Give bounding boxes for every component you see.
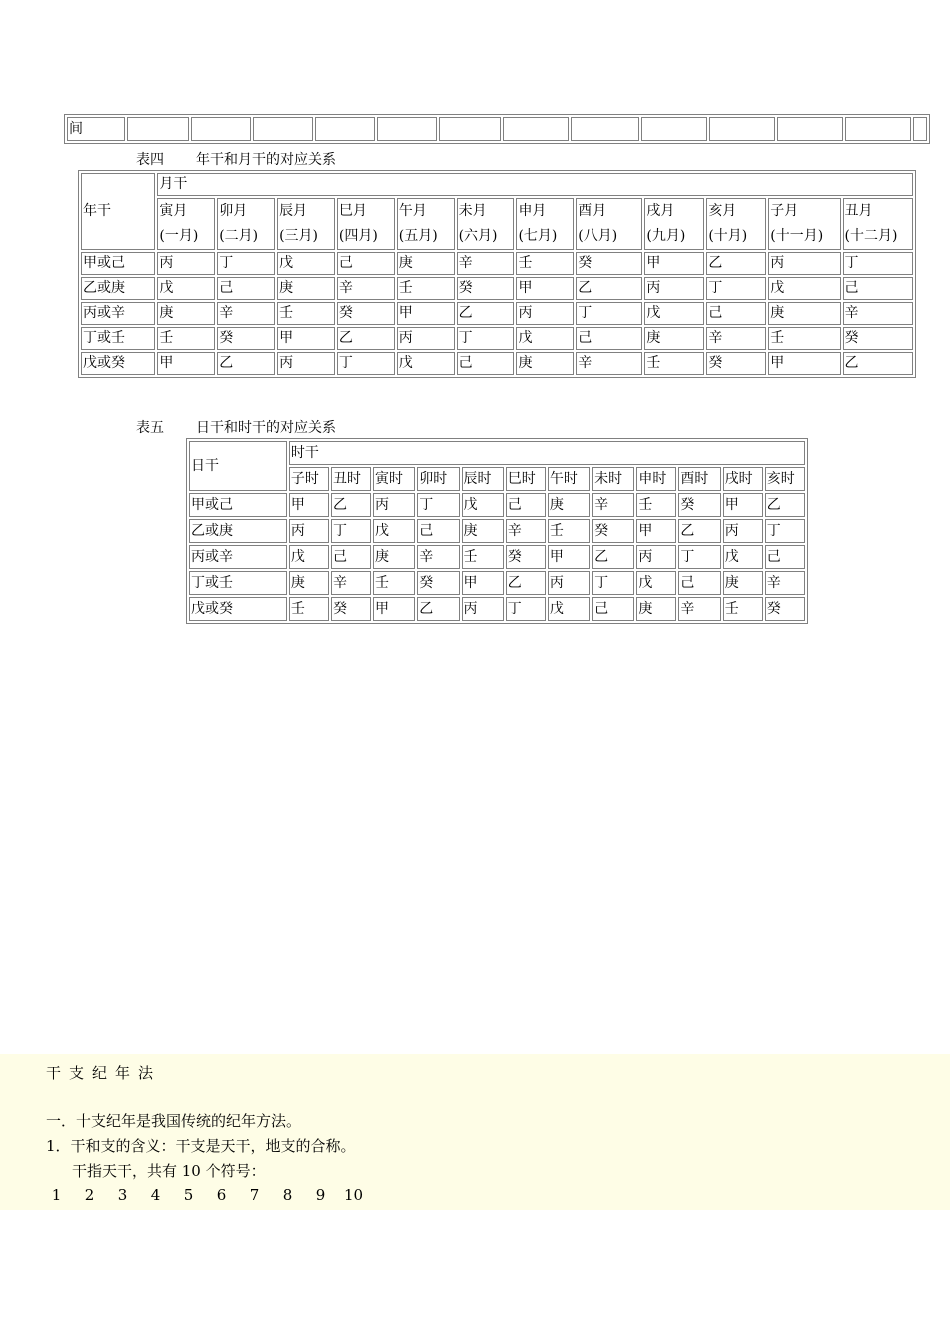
table5-column-header: 申时 [636, 467, 676, 491]
month-name: 丑月 [844, 203, 873, 219]
month-stem-cell: 戊 [516, 327, 574, 350]
month-stem-cell: 乙 [576, 277, 642, 300]
day-hour-stem-table [186, 438, 808, 624]
top-table-empty-cell [845, 117, 911, 141]
month-stem-cell: 丙 [157, 252, 215, 275]
stem-number: 3 [117, 1186, 128, 1204]
hour-stem-cell: 丙 [723, 519, 763, 543]
hour-stem-cell: 壬 [723, 597, 763, 621]
hour-stem-cell: 癸 [678, 493, 720, 517]
month-stem-cell: 戊 [157, 277, 215, 300]
hour-stem-cell: 甲 [289, 493, 329, 517]
month-stem-cell: 己 [576, 327, 642, 350]
day-stem-label: 丙或辛 [189, 545, 287, 569]
month-stem-cell: 癸 [706, 352, 766, 375]
ganzhi-note-section [0, 1054, 950, 1210]
hour-stem-cell: 辛 [506, 519, 546, 543]
month-number: (五月) [398, 228, 438, 244]
month-number: (十一月) [770, 228, 824, 244]
month-stem-cell: 壬 [277, 302, 335, 325]
month-stem-cell: 己 [843, 277, 913, 300]
table5-column-header: 亥时 [765, 467, 805, 491]
hour-stem-cell: 丙 [548, 571, 590, 595]
top-table-empty-cell [377, 117, 437, 141]
note-line-2: 1．干和支的含义：干支是天干，地支的合称。 [46, 1137, 356, 1155]
hour-stem-cell: 己 [506, 493, 546, 517]
month-stem-cell: 己 [706, 302, 766, 325]
hour-stem-cell: 丁 [678, 545, 720, 569]
table4-column-header [843, 198, 913, 250]
top-table-empty-cell [253, 117, 313, 141]
hour-stem-cell: 戊 [548, 597, 590, 621]
note-line-1: 一．十支纪年是我国传统的纪年方法。 [46, 1112, 302, 1130]
month-number: (六月) [458, 228, 498, 244]
table-row [189, 545, 805, 569]
hour-stem-cell: 癸 [506, 545, 546, 569]
table5-column-header: 子时 [289, 467, 329, 491]
month-stem-cell: 壬 [157, 327, 215, 350]
hour-stem-cell: 壬 [373, 571, 415, 595]
table5-caption [136, 417, 336, 437]
table-row [189, 493, 805, 517]
table4-group-header: 月干 [157, 173, 913, 196]
hour-stem-cell: 甲 [636, 519, 676, 543]
note-heading: 干支纪年法 [46, 1064, 162, 1082]
top-table-empty-cell [641, 117, 707, 141]
table5-column-header: 午时 [548, 467, 590, 491]
table-row [81, 277, 913, 300]
hour-stem-cell: 丁 [331, 519, 371, 543]
hour-stem-cell: 丁 [765, 519, 805, 543]
month-stem-cell: 丙 [397, 327, 455, 350]
month-stem-cell: 乙 [217, 352, 275, 375]
table-row [81, 327, 913, 350]
top-table-empty-cell [439, 117, 501, 141]
month-name: 卯月 [219, 203, 248, 219]
month-stem-cell: 癸 [576, 252, 642, 275]
hour-stem-cell: 癸 [765, 597, 805, 621]
month-number: (一月) [159, 228, 199, 244]
month-name: 寅月 [159, 203, 188, 219]
top-table-empty-cell [571, 117, 639, 141]
table4-column-header [768, 198, 840, 250]
table4-column-header [277, 198, 335, 250]
table5-column-header: 未时 [592, 467, 634, 491]
year-stem-label: 乙或庚 [81, 277, 155, 300]
hour-stem-cell: 乙 [506, 571, 546, 595]
hour-stem-cell: 己 [592, 597, 634, 621]
month-name: 巳月 [338, 203, 367, 219]
month-stem-cell: 庚 [277, 277, 335, 300]
table5-caption-title: 日干和时干的对应关系 [196, 420, 336, 436]
month-stem-cell: 甲 [157, 352, 215, 375]
month-stem-cell: 辛 [706, 327, 766, 350]
hour-stem-cell: 甲 [723, 493, 763, 517]
stem-number: 5 [183, 1186, 194, 1204]
day-stem-label: 乙或庚 [189, 519, 287, 543]
day-stem-label: 戊或癸 [189, 597, 287, 621]
hour-stem-cell: 乙 [765, 493, 805, 517]
hour-stem-cell: 己 [678, 571, 720, 595]
hour-stem-cell: 庚 [462, 519, 504, 543]
month-stem-cell: 戊 [397, 352, 455, 375]
hour-stem-cell: 戊 [462, 493, 504, 517]
month-number: (九月) [646, 228, 686, 244]
hour-stem-cell: 癸 [592, 519, 634, 543]
stem-number: 9 [315, 1186, 326, 1204]
year-stem-label: 丁或壬 [81, 327, 155, 350]
month-stem-cell: 壬 [516, 252, 574, 275]
hour-stem-cell: 乙 [678, 519, 720, 543]
month-name: 亥月 [708, 203, 737, 219]
table5-column-header: 卯时 [417, 467, 459, 491]
month-stem-cell: 甲 [644, 252, 704, 275]
year-month-stem-table [78, 170, 916, 378]
month-name: 子月 [770, 203, 799, 219]
hour-stem-cell: 丁 [506, 597, 546, 621]
table4-column-header [457, 198, 515, 250]
hour-stem-cell: 丙 [636, 545, 676, 569]
hour-stem-cell: 丙 [373, 493, 415, 517]
month-name: 申月 [518, 203, 547, 219]
year-stem-label: 丙或辛 [81, 302, 155, 325]
month-stem-cell: 丙 [516, 302, 574, 325]
hour-stem-cell: 丙 [462, 597, 504, 621]
table4-column-header [397, 198, 455, 250]
month-stem-cell: 丁 [576, 302, 642, 325]
month-stem-cell: 丁 [843, 252, 913, 275]
table4-caption-number: 表四 [136, 152, 164, 168]
table5-column-header: 辰时 [462, 467, 504, 491]
month-number: (七月) [518, 228, 558, 244]
table5-column-header: 酉时 [678, 467, 720, 491]
table4-column-header [337, 198, 395, 250]
month-stem-cell: 丁 [337, 352, 395, 375]
hour-stem-cell: 甲 [462, 571, 504, 595]
hour-stem-cell: 己 [765, 545, 805, 569]
year-stem-label: 甲或己 [81, 252, 155, 275]
month-stem-cell: 庚 [516, 352, 574, 375]
hour-stem-cell: 庚 [636, 597, 676, 621]
table4-column-header [217, 198, 275, 250]
month-stem-cell: 壬 [397, 277, 455, 300]
top-table-empty-cell [503, 117, 569, 141]
hour-stem-cell: 壬 [548, 519, 590, 543]
hour-stem-cell: 壬 [462, 545, 504, 569]
table4-column-header [157, 198, 215, 250]
month-stem-cell: 己 [457, 352, 515, 375]
month-stem-cell: 庚 [397, 252, 455, 275]
month-stem-cell: 乙 [457, 302, 515, 325]
month-stem-cell: 辛 [457, 252, 515, 275]
month-name: 戌月 [646, 203, 675, 219]
table4-column-header [706, 198, 766, 250]
month-stem-cell: 辛 [217, 302, 275, 325]
hour-stem-cell: 庚 [289, 571, 329, 595]
table4-caption [136, 149, 336, 169]
month-stem-cell: 癸 [337, 302, 395, 325]
top-table-empty-cell [709, 117, 775, 141]
month-stem-cell: 辛 [337, 277, 395, 300]
day-stem-label: 丁或壬 [189, 571, 287, 595]
hour-stem-cell: 己 [331, 545, 371, 569]
hour-stem-cell: 庚 [723, 571, 763, 595]
month-number: (三月) [279, 228, 318, 244]
hour-stem-cell: 辛 [331, 571, 371, 595]
hour-stem-cell: 辛 [765, 571, 805, 595]
hour-stem-cell: 癸 [417, 571, 459, 595]
stem-number-row [40, 1186, 370, 1204]
table-row [81, 252, 913, 275]
table5-group-header: 时干 [289, 441, 805, 465]
day-stem-label: 甲或己 [189, 493, 287, 517]
hour-stem-cell: 癸 [331, 597, 371, 621]
top-table-fragment [64, 114, 930, 144]
hour-stem-cell: 辛 [417, 545, 459, 569]
note-line-3: 干指天干，共有 10 个符号： [72, 1162, 266, 1180]
table4-column-header [576, 198, 642, 250]
month-stem-cell: 丁 [706, 277, 766, 300]
hour-stem-cell: 戊 [373, 519, 415, 543]
month-stem-cell: 丙 [644, 277, 704, 300]
month-stem-cell: 庚 [157, 302, 215, 325]
month-stem-cell: 癸 [457, 277, 515, 300]
table4-column-header [516, 198, 574, 250]
hour-stem-cell: 庚 [373, 545, 415, 569]
top-table-empty-cell [315, 117, 375, 141]
table5-column-header: 巳时 [506, 467, 546, 491]
month-stem-cell: 戊 [768, 277, 840, 300]
hour-stem-cell: 乙 [331, 493, 371, 517]
hour-stem-cell: 丙 [289, 519, 329, 543]
month-number: (十二月) [844, 228, 898, 244]
hour-stem-cell: 甲 [373, 597, 415, 621]
month-stem-cell: 丁 [457, 327, 515, 350]
month-stem-cell: 己 [217, 277, 275, 300]
hour-stem-cell: 戊 [636, 571, 676, 595]
month-stem-cell: 甲 [768, 352, 840, 375]
month-stem-cell: 庚 [768, 302, 840, 325]
month-number: (八月) [578, 228, 618, 244]
month-stem-cell: 丙 [768, 252, 840, 275]
table4-column-header [644, 198, 704, 250]
month-stem-cell: 丁 [217, 252, 275, 275]
month-stem-cell: 辛 [576, 352, 642, 375]
top-table-empty-cell [913, 117, 927, 141]
hour-stem-cell: 戊 [723, 545, 763, 569]
hour-stem-cell: 丁 [417, 493, 459, 517]
table5-column-header: 丑时 [331, 467, 371, 491]
month-name: 辰月 [279, 203, 308, 219]
stem-number: 6 [216, 1186, 227, 1204]
hour-stem-cell: 庚 [548, 493, 590, 517]
table4-caption-title: 年干和月干的对应关系 [196, 152, 336, 168]
table-row [67, 117, 927, 141]
table5-column-header: 戌时 [723, 467, 763, 491]
stem-number: 8 [282, 1186, 293, 1204]
month-stem-cell: 乙 [843, 352, 913, 375]
stem-number: 2 [84, 1186, 95, 1204]
hour-stem-cell: 己 [417, 519, 459, 543]
hour-stem-cell: 壬 [636, 493, 676, 517]
table5-column-header: 寅时 [373, 467, 415, 491]
hour-stem-cell: 壬 [289, 597, 329, 621]
stem-number: 7 [249, 1186, 260, 1204]
table-row [189, 597, 805, 621]
stem-number: 10 [343, 1186, 364, 1204]
table-row [189, 571, 805, 595]
month-name: 午月 [398, 203, 427, 219]
month-number: (十月) [708, 228, 748, 244]
top-table-empty-cell [191, 117, 251, 141]
month-stem-cell: 庚 [644, 327, 704, 350]
month-name: 未月 [458, 203, 487, 219]
month-stem-cell: 辛 [843, 302, 913, 325]
stem-number: 4 [150, 1186, 161, 1204]
hour-stem-cell: 甲 [548, 545, 590, 569]
month-stem-cell: 甲 [516, 277, 574, 300]
table-row [81, 352, 913, 375]
month-stem-cell: 戊 [644, 302, 704, 325]
top-table-first-cell: 间 [67, 117, 125, 141]
month-stem-cell: 戊 [277, 252, 335, 275]
top-table-empty-cell [127, 117, 189, 141]
month-stem-cell: 癸 [217, 327, 275, 350]
table5-caption-number: 表五 [136, 420, 164, 436]
table4-row-header: 年干 [81, 173, 155, 250]
table-row [81, 302, 913, 325]
year-stem-label: 戊或癸 [81, 352, 155, 375]
hour-stem-cell: 戊 [289, 545, 329, 569]
hour-stem-cell: 辛 [678, 597, 720, 621]
month-stem-cell: 壬 [644, 352, 704, 375]
hour-stem-cell: 乙 [592, 545, 634, 569]
month-number: (四月) [338, 228, 378, 244]
hour-stem-cell: 辛 [592, 493, 634, 517]
month-stem-cell: 己 [337, 252, 395, 275]
table5-row-header: 日干 [189, 441, 287, 491]
month-stem-cell: 乙 [706, 252, 766, 275]
top-table-empty-cell [777, 117, 843, 141]
month-stem-cell: 乙 [337, 327, 395, 350]
month-stem-cell: 甲 [397, 302, 455, 325]
month-stem-cell: 壬 [768, 327, 840, 350]
stem-number: 1 [51, 1186, 62, 1204]
table-row [189, 519, 805, 543]
hour-stem-cell: 丁 [592, 571, 634, 595]
hour-stem-cell: 乙 [417, 597, 459, 621]
month-stem-cell: 甲 [277, 327, 335, 350]
month-number: (二月) [219, 228, 259, 244]
month-stem-cell: 癸 [843, 327, 913, 350]
month-stem-cell: 丙 [277, 352, 335, 375]
month-name: 酉月 [578, 203, 607, 219]
